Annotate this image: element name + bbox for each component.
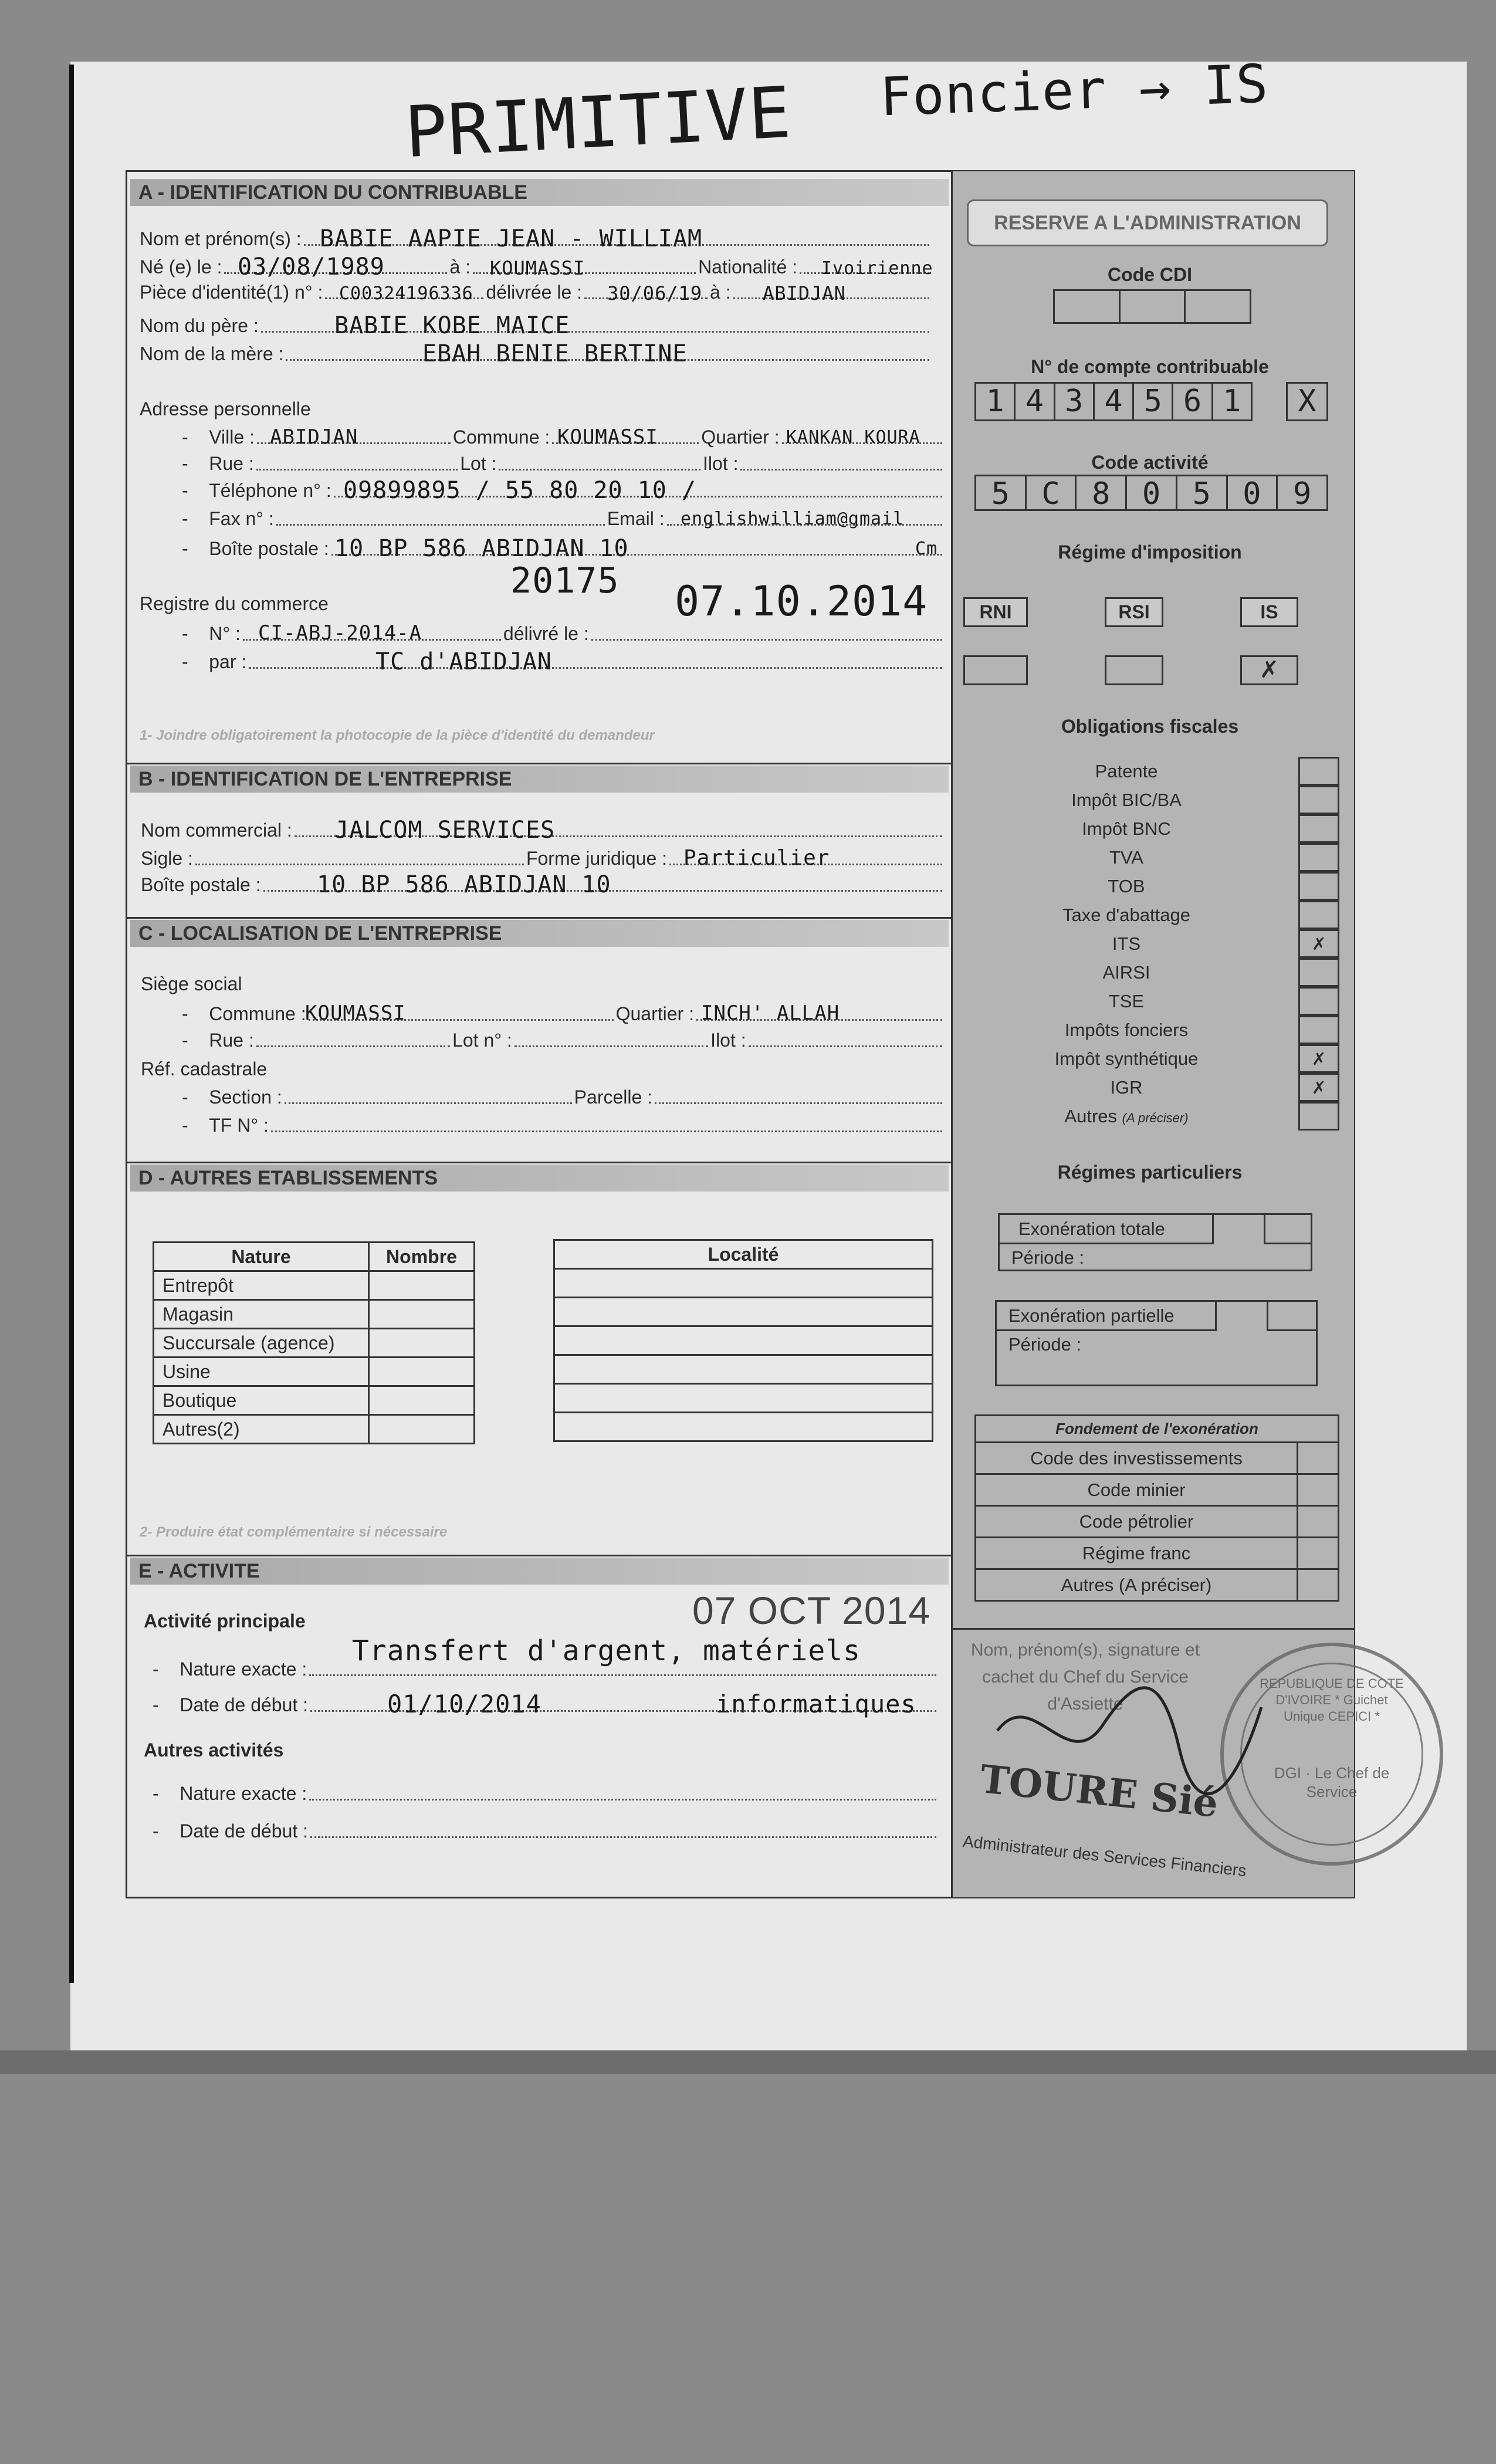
- value-quartier[interactable]: KANKAN KOURA: [786, 427, 920, 448]
- label-code-cdi: Code CDI: [1108, 264, 1192, 285]
- footnote-2: 2- Produire état complémentaire si nécessaire: [140, 1524, 448, 1540]
- value-nom-commercial[interactable]: JALCOM SERVICES: [334, 817, 556, 844]
- value-date-debut[interactable]: 01/10/2014: [387, 1690, 541, 1718]
- value-email[interactable]: englishwilliam@gmail: [681, 509, 905, 529]
- exoneration-totale-checkbox[interactable]: [1264, 1215, 1312, 1244]
- label: Lot :: [460, 452, 497, 474]
- label-regime-imposition: Régime d'imposition: [1058, 541, 1242, 563]
- etablissements-table: [153, 1241, 475, 1444]
- col-localite: Localité: [554, 1240, 933, 1269]
- obligation-checkbox[interactable]: [1298, 843, 1339, 872]
- label: Email :: [607, 507, 665, 529]
- obligation-text: TSE: [1108, 991, 1145, 1011]
- fondement-checkbox[interactable]: [1298, 1538, 1339, 1569]
- divider: [126, 1555, 953, 1556]
- field-siege-rue: - Rue : Lot n° : Ilot :: [182, 1027, 945, 1051]
- value-bp-extra: Cm: [915, 539, 938, 559]
- label: Nom de la mère :: [140, 343, 284, 364]
- label-ref-cadastrale: Réf. cadastrale: [141, 1058, 268, 1079]
- label: à :: [449, 256, 471, 277]
- value-date-naissance[interactable]: 03/08/1989: [238, 253, 385, 280]
- obligation-checkbox[interactable]: [1298, 901, 1339, 929]
- value-commune[interactable]: KOUMASSI: [557, 425, 658, 449]
- localite-cell[interactable]: [554, 1326, 933, 1355]
- localite-cell[interactable]: [554, 1269, 933, 1298]
- field-section-parcelle: - Section : Parcelle :: [182, 1084, 945, 1108]
- label-registre: Registre du commerce: [140, 593, 329, 614]
- table-row: Boutique: [154, 1386, 475, 1415]
- table-row: Usine: [154, 1358, 475, 1386]
- field-date-debut: - Date de début :: [153, 1692, 939, 1715]
- nombre-cell[interactable]: [369, 1386, 475, 1415]
- obligation-text: Autres: [1064, 1106, 1118, 1126]
- obligations-autres-note: (A préciser): [1122, 1111, 1189, 1125]
- signature-label: Nom, prénom(s), signature et cachet du Chef du Service d'Assiette: [970, 1640, 1200, 1714]
- field-telephone: - Téléphone n° :: [182, 478, 945, 501]
- obligation-checkbox[interactable]: ✗: [1298, 929, 1339, 958]
- col-nature: Nature: [154, 1243, 369, 1271]
- stamp-center-text: DGI · Le Chef de Service: [1274, 1764, 1390, 1800]
- value-rc-date[interactable]: 07.10.2014: [675, 577, 928, 625]
- fondement-checkbox[interactable]: [1298, 1569, 1339, 1601]
- label: Rue :: [209, 452, 254, 474]
- value-lieu-naissance[interactable]: KOUMASSI: [490, 257, 585, 279]
- label-compte-contribuable: N° de compte contribuable: [1031, 356, 1269, 377]
- label: Boîte postale :: [209, 537, 329, 559]
- field-rc-numero: - N° : délivré le :: [182, 621, 945, 644]
- value-b-boite-postale[interactable]: 10 BP 586 ABIDJAN 10: [317, 871, 611, 898]
- nombre-cell[interactable]: [369, 1271, 475, 1300]
- officer-title-stamp: Administrateur des Services Financiers: [962, 1832, 1247, 1880]
- date-stamp: 07 OCT 2014: [692, 1589, 931, 1632]
- section-a-header: A - IDENTIFICATION DU CONTRIBUABLE: [130, 179, 949, 206]
- label: Nom commercial :: [141, 819, 292, 841]
- regime-rsi-label: RSI: [1105, 597, 1163, 627]
- field-date-debut-2: - Date de début :: [153, 1818, 939, 1842]
- label: Lot n° :: [452, 1029, 512, 1051]
- value-forme-juridique[interactable]: Particulier: [683, 846, 830, 870]
- table-row: Autres(2): [154, 1415, 475, 1444]
- table-row: Entrepôt: [154, 1271, 475, 1300]
- field-tf: - TF N° :: [182, 1112, 945, 1136]
- obligation-label: [962, 1102, 1291, 1132]
- value-rc-numero[interactable]: CI-ABJ-2014-A: [258, 621, 422, 645]
- label: Pièce d'identité(1) n° :: [140, 281, 323, 303]
- field-rue: - Rue : Lot : Ilot :: [182, 451, 945, 474]
- localite-cell[interactable]: [554, 1384, 933, 1413]
- label: Ilot :: [703, 452, 739, 474]
- nombre-cell[interactable]: [369, 1300, 475, 1329]
- compte-contribuable-field[interactable]: 1 4 3 4 5 6 1: [974, 382, 1253, 421]
- exoneration-totale-periode[interactable]: Période :: [1011, 1247, 1085, 1268]
- obligation-label: [962, 1016, 1291, 1044]
- obligation-text: TVA: [1109, 847, 1143, 868]
- obligation-text: IGR: [1110, 1077, 1143, 1098]
- label: Boîte postale :: [141, 874, 261, 895]
- obligation-label: [962, 929, 1291, 958]
- label: Commune :: [452, 426, 550, 448]
- label: Téléphone n° :: [209, 479, 331, 501]
- table-row: Succursale (agence): [154, 1329, 475, 1358]
- fondement-table: Fondement de l'exonération Code des investissements Code minier Code pétrolier Régime franc Autres (A préciser): [974, 1414, 1339, 1602]
- label: délivrée le :: [486, 281, 583, 303]
- obligation-label: [962, 786, 1291, 814]
- label-regimes-particuliers: Régimes particuliers: [1057, 1162, 1243, 1183]
- value-mere[interactable]: EBAH BENIE BERTINE: [422, 340, 688, 367]
- label-autres-activites: Autres activités: [144, 1739, 284, 1761]
- regime-is-label: IS: [1240, 597, 1298, 627]
- exoneration-partielle-label: Exonération partielle: [997, 1302, 1217, 1331]
- label: à :: [710, 281, 731, 303]
- obligation-checkbox[interactable]: [1298, 814, 1339, 843]
- value-siege-commune[interactable]: KOUMASSI: [305, 1001, 406, 1025]
- obligation-label: [962, 1073, 1291, 1102]
- section-d-header: D - AUTRES ETABLISSEMENTS: [130, 1165, 949, 1192]
- label: Section :: [209, 1086, 282, 1108]
- fondement-checkbox[interactable]: [1298, 1506, 1339, 1538]
- localite-cell[interactable]: [554, 1355, 933, 1384]
- obligation-checkbox[interactable]: [1298, 1016, 1339, 1044]
- label: Parcelle :: [574, 1086, 653, 1108]
- annotation-foncier-is: Foncier → IS: [879, 53, 1270, 128]
- field-fax-email: - Fax n° : Email :: [182, 506, 945, 529]
- fondement-checkbox[interactable]: [1298, 1474, 1339, 1506]
- reserve-administration-header: RESERVE A L'ADMINISTRATION: [967, 199, 1328, 246]
- localite-cell[interactable]: [554, 1413, 933, 1441]
- col-nombre: Nombre: [369, 1243, 475, 1271]
- obligation-label: [962, 901, 1291, 929]
- label: délivré le :: [503, 622, 589, 644]
- label: Sigle :: [141, 847, 193, 869]
- label: Né (e) le :: [140, 256, 222, 277]
- label: par :: [209, 651, 247, 672]
- obligation-checkbox[interactable]: [1298, 872, 1339, 901]
- label: N° :: [209, 622, 241, 644]
- exoneration-partielle-checkbox[interactable]: [1267, 1302, 1318, 1331]
- obligation-text: AIRSI: [1102, 962, 1150, 983]
- section-b-header: B - IDENTIFICATION DE L'ENTREPRISE: [130, 766, 949, 793]
- obligation-checkbox[interactable]: ✗: [1298, 1044, 1339, 1073]
- obligation-label: [962, 958, 1291, 987]
- field-nature-exacte: - Nature exacte :: [153, 1656, 939, 1680]
- label: Ville :: [209, 426, 255, 448]
- label: Date de début :: [180, 1820, 309, 1842]
- officer-name-stamp: TOURE Sié: [978, 1755, 1220, 1827]
- annotation-primitive: PRIMITIVE: [402, 72, 794, 174]
- code-cdi-field[interactable]: [1053, 289, 1251, 324]
- obligation-checkbox[interactable]: [1298, 786, 1339, 814]
- obligation-text: Impôt synthétique: [1054, 1048, 1199, 1069]
- section-c-header: C - LOCALISATION DE L'ENTREPRISE: [130, 920, 949, 947]
- label: Nationalité :: [698, 256, 798, 277]
- label: Commune :: [209, 1003, 306, 1024]
- field-rc-par: - par :: [182, 649, 945, 672]
- divider: [126, 763, 953, 764]
- obligation-checkbox[interactable]: ✗: [1298, 1073, 1339, 1102]
- value-boite-postale[interactable]: 10 BP 586 ABIDJAN 10: [334, 535, 629, 562]
- label-activite-principale: Activité principale: [144, 1610, 306, 1632]
- code-activite-field[interactable]: 5 C 8 0 5 0 9: [974, 475, 1328, 511]
- nombre-cell[interactable]: [369, 1329, 475, 1358]
- nombre-cell[interactable]: [369, 1358, 475, 1386]
- obligation-checkbox[interactable]: [1298, 757, 1339, 786]
- obligation-label: [962, 1044, 1291, 1073]
- label: Nom et prénom(s) :: [140, 228, 302, 249]
- label-siege: Siège social: [141, 973, 242, 994]
- obligation-text: Patente: [1095, 761, 1158, 781]
- obligation-checkbox[interactable]: [1298, 987, 1339, 1016]
- label: Quartier :: [701, 426, 780, 448]
- obligation-text: TOB: [1108, 876, 1145, 896]
- obligation-label: [962, 872, 1291, 901]
- label: Forme juridique :: [526, 847, 668, 869]
- value-rc-extra: 20175: [510, 560, 620, 601]
- exoneration-partielle-box: [995, 1300, 1318, 1386]
- regime-rsi-checkbox[interactable]: [1105, 655, 1163, 685]
- label: TF N° :: [209, 1114, 269, 1136]
- localite-cell[interactable]: [554, 1298, 933, 1326]
- obligation-checkbox[interactable]: [1298, 1102, 1339, 1131]
- label: Rue :: [209, 1029, 254, 1051]
- field-nature-exacte-2: - Nature exacte :: [153, 1781, 939, 1804]
- field-siege-commune: - Commune : Quartier :: [182, 1001, 945, 1024]
- value-telephone[interactable]: 09899895 / 55 80 20 10 /: [343, 477, 696, 504]
- label: Date de début :: [180, 1694, 309, 1715]
- obligation-text: Taxe d'abattage: [1062, 905, 1190, 925]
- label-obligations-fiscales: Obligations fiscales: [1061, 716, 1239, 737]
- value-nom[interactable]: BABIE AAPIE JEAN - WILLIAM: [320, 225, 703, 252]
- label: Fax n° :: [209, 507, 274, 529]
- value-rc-par[interactable]: TC d'ABIDJAN: [375, 648, 552, 675]
- field-ville: - Ville : Commune : Quartier :: [182, 424, 945, 448]
- obligation-checkbox[interactable]: [1298, 958, 1339, 987]
- regime-rni-label: RNI: [963, 597, 1028, 627]
- table-row: Magasin: [154, 1300, 475, 1329]
- value-nature-cont: informatiques: [716, 1690, 916, 1718]
- value-siege-quartier[interactable]: INCH' ALLAH: [701, 1001, 840, 1025]
- fondement-checkbox[interactable]: [1298, 1443, 1339, 1474]
- exoneration-totale-label: Exonération totale: [1000, 1215, 1214, 1244]
- value-piece-lieu[interactable]: ABIDJAN: [763, 282, 846, 304]
- divider: [126, 1162, 953, 1163]
- fondement-header: Fondement de l'exonération: [976, 1416, 1339, 1443]
- footnote-1: 1- Joindre obligatoirement la photocopie de la pièce d'identité du demandeur: [140, 727, 655, 743]
- regime-rni-checkbox[interactable]: [963, 655, 1028, 685]
- field-boite-postale: - Boîte postale :: [182, 536, 945, 559]
- obligation-label: [962, 757, 1291, 786]
- label: Nature exacte :: [180, 1658, 307, 1680]
- exoneration-totale-box: [998, 1213, 1312, 1271]
- nombre-cell[interactable]: [369, 1415, 475, 1444]
- obligation-label: [962, 843, 1291, 872]
- label: Ilot :: [710, 1029, 746, 1051]
- value-nature-exacte[interactable]: Transfert d'argent, matériels: [352, 1634, 861, 1667]
- divider: [951, 1628, 1355, 1630]
- section-e-header: E - ACTIVITE: [130, 1558, 949, 1585]
- stamp-ring-text: REPUBLIQUE DE COTE D'IVOIRE * Guichet Unique CEPICI *: [1260, 1676, 1404, 1724]
- label-code-activite: Code activité: [1091, 452, 1209, 473]
- value-piece[interactable]: C00324196336: [339, 283, 473, 304]
- scanner-bed-strip: [0, 2050, 1496, 2074]
- value-nationalite[interactable]: Ivoirienne: [821, 258, 933, 279]
- compte-cle-field[interactable]: X: [1286, 382, 1328, 421]
- obligation-label: [962, 987, 1291, 1016]
- value-ville[interactable]: ABIDJAN: [270, 425, 358, 449]
- label-adresse: Adresse personnelle: [140, 398, 311, 419]
- regime-is-checkbox[interactable]: ✗: [1240, 655, 1298, 685]
- scan-edge: [69, 65, 74, 1983]
- obligation-text: Impôt BIC/BA: [1071, 790, 1182, 810]
- divider: [126, 917, 953, 919]
- label: Quartier :: [615, 1003, 694, 1024]
- exoneration-partielle-periode[interactable]: Période :: [1008, 1334, 1082, 1355]
- obligation-text: Impôts fonciers: [1064, 1020, 1189, 1040]
- value-piece-date[interactable]: 30/06/19: [607, 282, 703, 304]
- value-pere[interactable]: BABIE KOBE MAICE: [334, 312, 570, 339]
- obligation-text: ITS: [1112, 933, 1141, 954]
- label: Nature exacte :: [180, 1782, 307, 1804]
- obligation-label: [962, 814, 1291, 843]
- obligation-text: Impôt BNC: [1082, 818, 1171, 839]
- localite-table: [553, 1239, 933, 1442]
- label: Nom du père :: [140, 314, 259, 336]
